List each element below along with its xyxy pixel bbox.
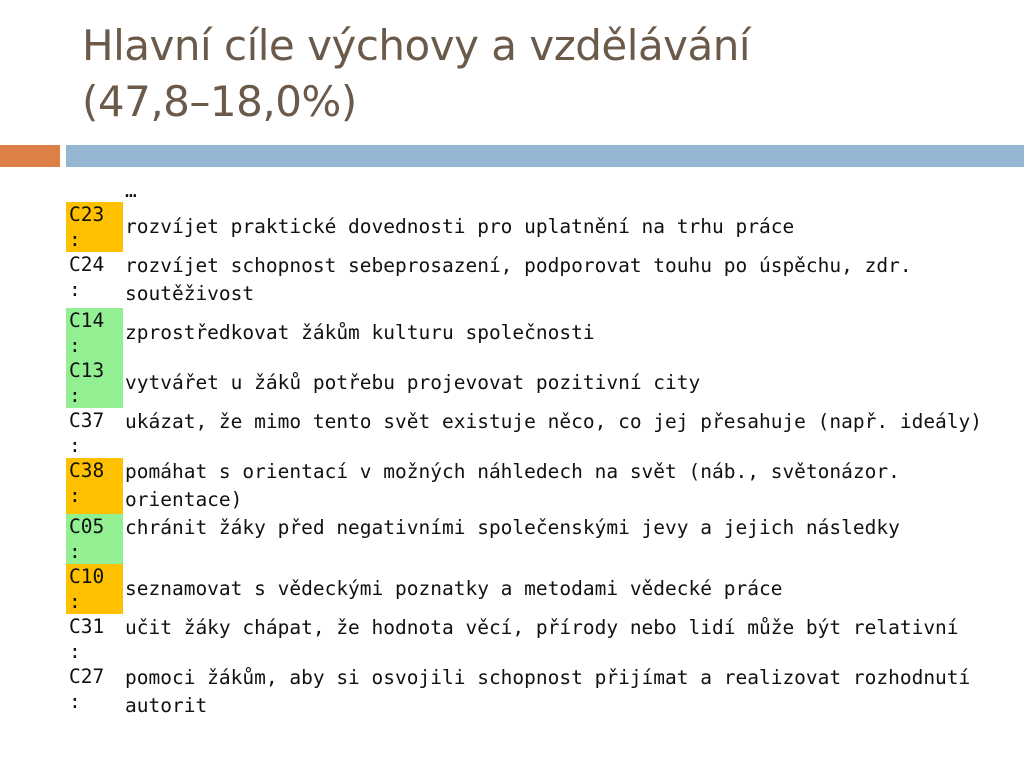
accent-bar-orange — [0, 145, 60, 167]
goal-text: rozvíjet schopnost sebeprosazení, podporovat touhu po úspěchu, zdr. soutěživost — [125, 254, 912, 305]
code-colon: : — [69, 540, 81, 563]
table-row — [66, 308, 1024, 358]
table-row — [66, 458, 1024, 514]
table-row — [66, 664, 1024, 720]
slide-title-line-1: Hlavní cíle výchovy a vzdělávání — [82, 21, 751, 70]
table-row — [66, 252, 1024, 308]
code-cell — [66, 202, 123, 252]
goal-text: seznamovat s vědeckými poznatky a metodami vědecké práce — [125, 577, 783, 600]
table-row — [66, 514, 1024, 564]
code-colon: : — [69, 278, 81, 301]
code-cell — [66, 614, 123, 664]
goal-text: učit žáky chápat, že hodnota věcí, přírody nebo lidí může být relativní — [125, 616, 959, 639]
code-cell — [66, 252, 123, 308]
code-label: C10 — [69, 565, 105, 588]
goal-text: chránit žáky před negativními společenskými jevy a jejich následky — [125, 516, 900, 539]
code-cell — [66, 564, 123, 614]
table-row — [66, 358, 1024, 408]
code-cell — [66, 358, 123, 408]
code-colon: : — [69, 434, 81, 457]
code-label: C38 — [69, 459, 105, 482]
goal-text: vytvářet u žáků potřebu projevovat pozitivní city — [125, 371, 701, 394]
code-label: C23 — [69, 203, 105, 226]
code-label: C24 — [69, 253, 105, 276]
code-cell — [66, 664, 123, 720]
code-label: C27 — [69, 665, 105, 688]
table-row — [66, 202, 1024, 252]
table-row — [66, 614, 1024, 664]
code-colon: : — [69, 640, 81, 663]
goal-text: pomáhat s orientací v možných náhledech na svět (náb., světonázor. orientace) — [125, 460, 900, 511]
code-cell — [66, 180, 123, 202]
code-label: C14 — [69, 309, 105, 332]
goal-text: ukázat, že mimo tento svět existuje něco, co jej přesahuje (např. ideály) — [125, 410, 983, 433]
goal-text: zprostředkovat žákům kulturu společnosti — [125, 321, 595, 344]
table-row — [66, 564, 1024, 614]
goals-table — [66, 180, 1024, 720]
code-cell — [66, 514, 123, 564]
code-cell — [66, 308, 123, 358]
code-label: C05 — [69, 515, 105, 538]
goal-text: pomoci žákům, aby si osvojili schopnost přijímat a realizovat rozhodnutí autorit — [125, 666, 971, 717]
accent-bar-blue — [66, 145, 1024, 167]
slide-title-line-2: (47,8–18,0%) — [82, 77, 357, 126]
ellipsis-text: … — [125, 179, 137, 202]
code-colon: : — [69, 484, 81, 507]
slide-title — [82, 18, 1002, 130]
table-row — [66, 408, 1024, 458]
table-row-ellipsis — [66, 180, 1024, 202]
goal-text: rozvíjet praktické dovednosti pro uplatnění na trhu práce — [125, 215, 795, 238]
code-colon: : — [69, 334, 81, 357]
code-colon: : — [69, 690, 81, 713]
code-cell — [66, 408, 123, 458]
code-cell — [66, 458, 123, 514]
code-colon: : — [69, 590, 81, 613]
code-colon: : — [69, 384, 81, 407]
code-label: C13 — [69, 359, 105, 382]
code-colon: : — [69, 228, 81, 251]
code-label: C37 — [69, 409, 105, 432]
code-label: C31 — [69, 615, 105, 638]
